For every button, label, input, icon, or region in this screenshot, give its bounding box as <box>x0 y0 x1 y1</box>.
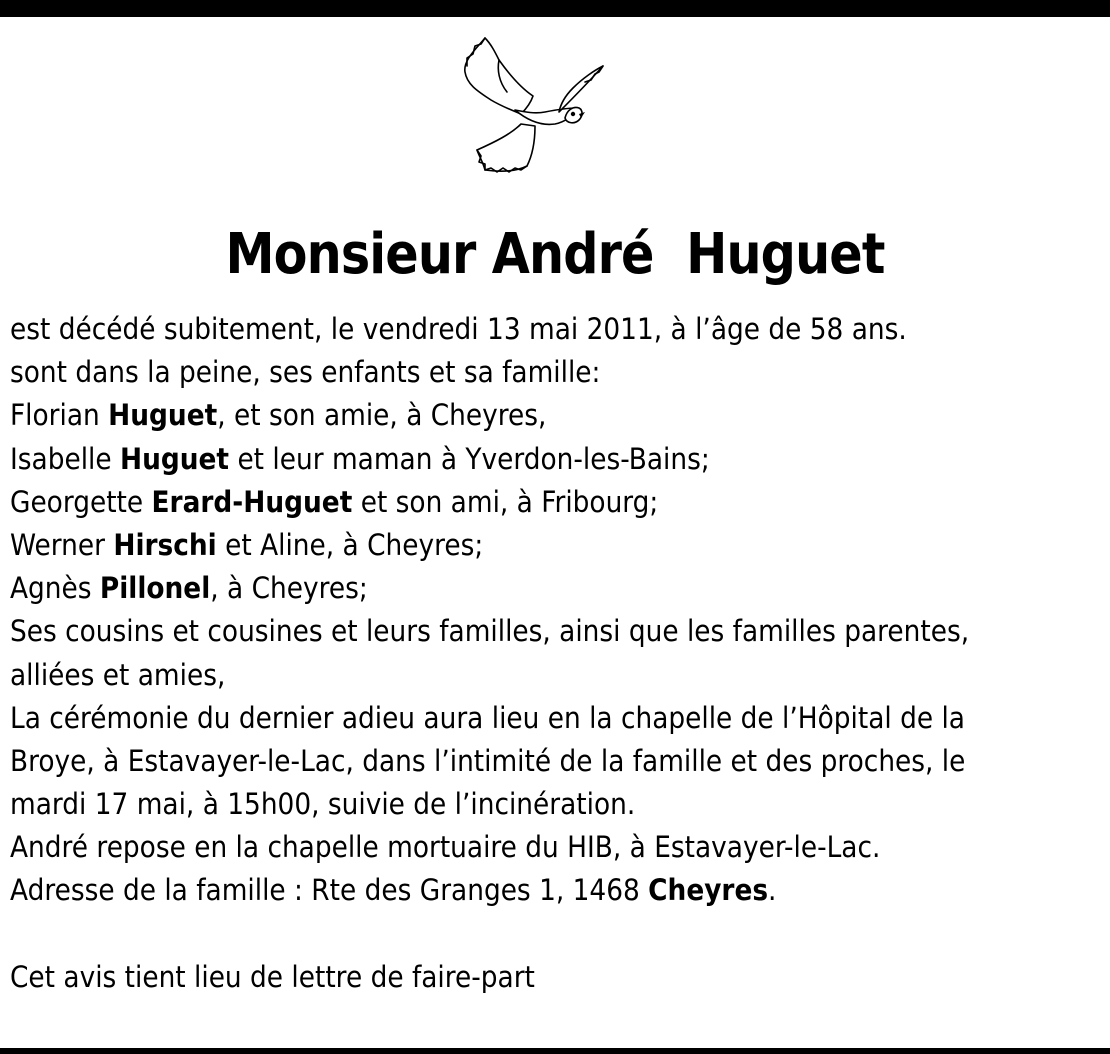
notice-line: Agnès Pillonel, à Cheyres; <box>10 571 368 606</box>
bottom-border <box>0 1048 1110 1054</box>
dove-icon <box>455 30 610 185</box>
notice-line: Isabelle Huguet et leur maman à Yverdon-les-Bains; <box>10 441 710 476</box>
notice-line: Florian Huguet, et son amie, à Cheyres, <box>10 398 547 433</box>
notice-line: André repose en la chapelle mortuaire du HIB, à Estavayer-le-Lac. <box>10 830 881 865</box>
notice-line: Adresse de la famille : Rte des Granges 1, 1468 Cheyres. <box>10 873 777 908</box>
notice-line: est décédé subitement, le vendredi 13 mai 2011, à l’âge de 58 ans. <box>10 312 907 346</box>
notice-body <box>10 308 1084 999</box>
top-border <box>0 0 1110 17</box>
notice-line: sont dans la peine, ses enfants et sa famille: <box>10 355 601 390</box>
notice-line: Ses cousins et cousines et leurs familles, ainsi que les familles parentes, <box>10 614 970 649</box>
notice-line: Broye, à Estavayer-le-Lac, dans l’intimité de la famille et des proches, le <box>10 743 966 778</box>
notice-line: Georgette Erard-Huguet et son ami, à Fribourg; <box>10 484 659 519</box>
closing-line: Cet avis tient lieu de lettre de faire-part <box>10 959 535 994</box>
notice-line: mardi 17 mai, à 15h00, suivie de l’incinération. <box>10 787 636 822</box>
notice-line: La cérémonie du dernier adieu aura lieu en la chapelle de l’Hôpital de la <box>10 700 965 735</box>
blank-line <box>10 913 1084 956</box>
notice-line: alliées et amies, <box>10 657 226 692</box>
deceased-name-title: Monsieur André Huguet <box>225 222 885 287</box>
notice-line: Werner Hirschi et Aline, à Cheyres; <box>10 527 484 562</box>
